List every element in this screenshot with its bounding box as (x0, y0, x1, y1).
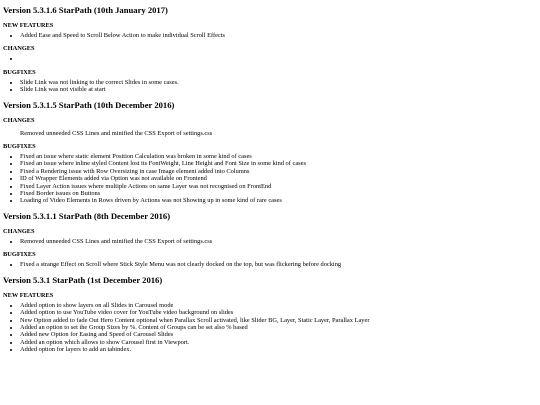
list-item: • Added option for layers to add an tabindex. (20, 346, 537, 353)
bugfixes-heading: BUGFIXES (3, 251, 36, 259)
list-item: • Fixed an issue where static element Position Calculation was broken in some kind of cases (20, 153, 537, 160)
changes-heading: CHANGES (3, 116, 35, 124)
changes-list (3, 238, 537, 245)
bugfixes-heading: BUGFIXES (3, 143, 36, 151)
list-item: • Fixed a strange Effect on Scroll where Stick Style Menu was not clearly docked on the top, but was flickering before docking (20, 261, 537, 268)
new-features-list (3, 302, 537, 354)
release-5-3-1-5 (3, 99, 537, 205)
list-item (20, 55, 537, 62)
bugfixes-list (3, 261, 537, 268)
list-item: • Fixed Border issues on Buttons (20, 190, 537, 197)
release-title: Version 5.3.1.5 StarPath (10th December 2016) (3, 99, 175, 110)
release-title: Version 5.3.1.6 StarPath (10th January 2017) (3, 5, 168, 15)
changes-text: Removed unneeded CSS Lines and minified the CSS Export of settings.css (20, 129, 213, 137)
list-item: • Fixed Layer Action issues where multiple Actions on same Layer was not recognised on FrontEnd (20, 183, 537, 190)
release-5-3-1-1 (3, 210, 537, 269)
new-features-heading: NEW FEATURES (3, 291, 54, 299)
bugfixes-list (3, 79, 537, 94)
list-item: • New Option added to fade Out Hero Content optional when Parallax Scroll activated, like Slider BG, Layer, Static Layer, Parallax Layer (20, 317, 537, 324)
list-item: • Added option to show layers on all Slides in Carousel mode (20, 302, 537, 309)
list-item: • Slide Link was not visible at start (20, 86, 537, 93)
list-item: • ID of Wrapper Elements added via Option was not available on Frontend (20, 175, 537, 182)
list-item: • Slide Link was not linking to the correct Slides in some cases. (20, 79, 537, 86)
list-item: • Fixed an issue where inline styled Content lost its FontWeight, Line Height and Font Size in some kind of cases (20, 160, 537, 167)
changes-heading: CHANGES (3, 227, 35, 235)
bugfixes-heading: BUGFIXES (3, 68, 36, 76)
release-title: Version 5.3.1.1 StarPath (8th December 2016) (3, 210, 171, 221)
bugfixes-list (3, 153, 537, 205)
release-5-3-1-6 (3, 4, 537, 94)
release-title: Version 5.3.1 StarPath (1st December 2016) (3, 274, 163, 285)
list-item: • Added an option to set the Group Sizes by %. Content of Groups can be set also % based (20, 324, 537, 331)
new-features-heading: NEW FEATURES (3, 22, 54, 29)
changes-heading: CHANGES (3, 45, 35, 53)
release-5-3-1 (3, 274, 537, 354)
new-features-list (3, 32, 537, 39)
list-item: • Added new Option for Easing and Speed of Carousel Slides (20, 331, 537, 338)
changes-list (3, 55, 537, 62)
list-item: • Fixed a Rendering issue with Row Oversizing in case Image element added into Columns (20, 168, 537, 175)
list-item: • Removed unneeded CSS Lines and minified the CSS Export of settings.css (20, 238, 537, 245)
list-item: • Added option to use YouTube video cover for YouTube video background on slides (20, 309, 537, 316)
list-item: • Loading of Video Elements in Rows driven by Actions was not Showing up in some kind of rare cases (20, 197, 537, 204)
list-item: • Added Ease and Speed to Scroll Below Action to make individual Scroll Effects (20, 32, 537, 39)
list-item: • Added an option which allows to show Carousel first in Viewport. (20, 339, 537, 346)
